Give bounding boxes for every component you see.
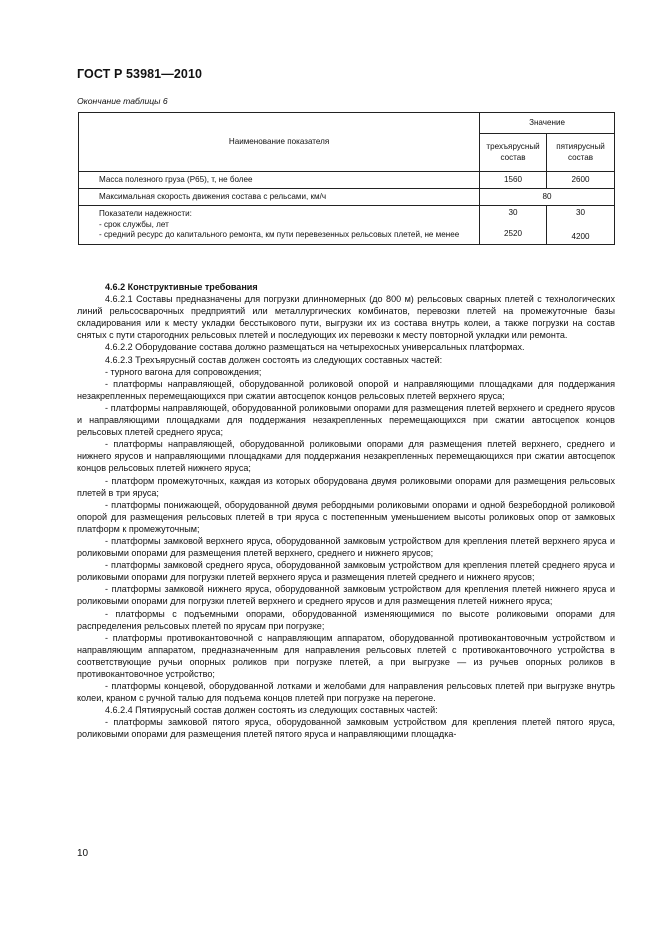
row-value-merged: 80 — [480, 189, 615, 206]
row-name-line: - средний ресурс до капитального ремонта, км пути перевезенных рельсовых плетей, не менее — [99, 230, 460, 240]
list-item: - платформ промежуточных, каждая из которых оборудована двумя роликовыми опорами для размещения рельсовых плетей в три яруса; — [77, 475, 615, 498]
list-item: - платформы замковой нижнего яруса, оборудованной замковым устройством для крепления плетей нижнего яруса и роликовыми опорами для погрузки плетей верхнего и среднего ярусов и для размещения плетей нижнего яруса; — [77, 584, 615, 607]
list-item: - платформы противокантовочной с направляющим аппаратом, оборудованной противокантовочным устройством и направляющим аппаратом, предназначенным для направления рельсовых плетей с противокантовочного устройства в соответствующие ручьи опорных роликов при погрузке плетей, а при выгрузке — из ручьев опорных роликов в противокантовочное устройство; — [77, 632, 615, 679]
document-header: ГОСТ Р 53981—2010 — [77, 67, 203, 81]
row-name — [79, 206, 480, 245]
row-name-line: Показатели надежности: — [99, 209, 192, 218]
row-value-five-tier — [547, 206, 615, 245]
subheader-line: состав — [567, 152, 594, 162]
paragraph: 4.6.2.2 Оборудование состава должно размещаться на четырехосных универсальных платформах. — [105, 342, 525, 353]
row-value-three-tier — [480, 206, 547, 245]
row-value-line: 2520 — [504, 229, 523, 239]
col-name-header: Наименование показателя — [79, 113, 480, 172]
paragraph: 4.6.2.1 Составы предназначены для погрузки длинномерных (до 800 м) рельсовых сварных плетей с технологических линий рельсосварочных предприятий или металлургических комбинатов, перевозки плетей на промежуточные базы складирования или к месту укладки бесстыкового пути, выгрузки их из состава внутрь колеи, а также погрузки на состав снятых с пути старогодних рельсовых плетей и последующих их перевозки к месту повторной укладки или ремонта. — [77, 294, 615, 341]
table-row — [79, 172, 615, 189]
list-item: - платформы замковой верхнего яруса, оборудованной замковым устройством для крепления плетей верхнего яруса и роликовыми опорами для размещения плетей верхнего, среднего и нижнего ярусов; — [77, 535, 615, 559]
subheader-line: пятиярусный — [556, 141, 605, 151]
list-item: - платформы направляющей, оборудованной роликовой опорой и направляющими площадками для поддержания незакрепленных перемещающихся при сжатии автосцепок концов рельсовых плетей верхнего яруса; — [77, 378, 615, 401]
row-value-five-tier: 2600 — [547, 172, 615, 189]
table-row — [79, 206, 615, 245]
table-caption: Окончание таблицы 6 — [77, 96, 168, 106]
body-text — [77, 281, 615, 741]
list-item: - платформы концевой, оборудованной лотками и желобами для направления рельсовых плетей при выгрузке внутрь колеи, краном с ручной талью для подъема концов плетей при погрузке на перегоне. — [77, 681, 615, 704]
list-item: - платформы замковой среднего яруса, оборудованной замковым устройством для крепления плетей среднего яруса и роликовыми опорами для погрузки плетей верхнего яруса и размещения плетей среднего и нижнего ярусов; — [77, 560, 615, 583]
subheader-five-tier — [547, 134, 615, 172]
row-value-line: 30 — [576, 207, 586, 217]
row-name: Масса полезного груза (Р65), т, не более — [79, 172, 480, 189]
list-item: - турного вагона для сопровождения; — [105, 366, 262, 377]
subheader-three-tier — [480, 134, 547, 172]
subheader-line: состав — [500, 152, 526, 162]
page-number: 10 — [77, 848, 89, 859]
paragraph: 4.6.2.3 Трехъярусный состав должен состоять из следующих составных частей: — [105, 354, 443, 365]
row-name: Максимальная скорость движения состава с рельсами, км/ч — [79, 189, 480, 206]
row-value-line: 30 — [508, 207, 518, 217]
table-row — [79, 189, 615, 206]
paragraph: 4.6.2.4 Пятиярусный состав должен состоять из следующих составных частей: — [105, 705, 438, 716]
list-item: - платформы с подъемными опорами, оборудованной изменяющимися по высоте роликовыми опорами для распределения рельсовых плетей по ярусам при погрузке; — [77, 608, 615, 631]
row-name-line: - срок службы, лет — [99, 219, 169, 229]
row-value-line: 4200 — [571, 232, 590, 242]
list-item: - платформы замковой пятого яруса, оборудованной замковым устройством для крепления плетей пятого яруса, роликовыми опорами для размещения плетей пятого яруса и направляющими площадка- — [77, 717, 615, 740]
list-item: - платформы направляющей, оборудованной роликовыми опорами для размещения плетей верхнего и среднего ярусов и направляющими площадками для поддержания незакрепленных перемещающихся при сжатии автосцепок концов рельсовых плетей среднего яруса; — [77, 402, 615, 438]
list-item: - платформы направляющей, оборудованной роликовыми опорами для размещения плетей верхнего, среднего и нижнего ярусов и направляющими площадками для поддержания незакрепленных перемещающихся при сжатии автосцепок концов рельсовых плетей нижнего яруса; — [77, 439, 615, 474]
table-header-row — [79, 113, 615, 134]
section-heading: 4.6.2 Конструктивные требования — [105, 282, 258, 292]
row-value-three-tier: 1560 — [480, 172, 547, 189]
list-item: - платформы понижающей, оборудованной двумя ребордными роликовыми опорами и одной безребордной роликовой опорой для размещения рельсовых плетей в три яруса с постепенным уменьшением высоты роликовых опор от замковых платформ к промежуточным; — [77, 499, 615, 534]
subheader-line: трехъярусный — [486, 141, 540, 151]
col-value-header: Значение — [480, 113, 615, 134]
indicators-table — [78, 112, 615, 245]
